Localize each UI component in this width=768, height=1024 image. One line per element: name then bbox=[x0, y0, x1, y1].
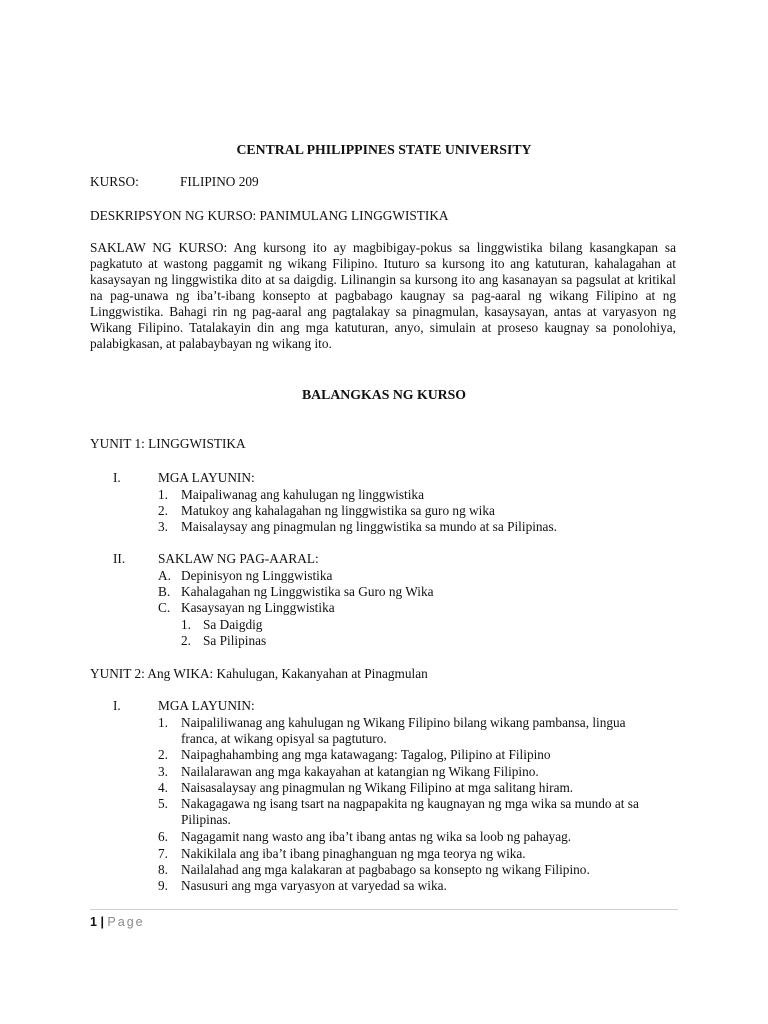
kurso-label: KURSO: bbox=[90, 174, 139, 189]
page-number: 1 bbox=[90, 915, 97, 929]
list-item: 1. Maipaliwanag ang kahulugan ng linggwistika bbox=[158, 487, 424, 502]
unit-1-section-2-number: II. bbox=[113, 551, 126, 566]
list-item: 9. Nasusuri ang mga varyasyon at varyedad sa wika. bbox=[158, 878, 447, 893]
page-footer bbox=[90, 914, 145, 930]
kurso-value: FILIPINO 209 bbox=[180, 174, 259, 189]
unit-1-title: YUNIT 1: LINGGWISTIKA bbox=[90, 436, 246, 451]
course-outline-heading: BALANGKAS NG KURSO bbox=[301, 387, 467, 402]
unit-1-section-1-title: MGA LAYUNIN: bbox=[158, 470, 255, 485]
list-item: B. Kahalagahan ng Linggwistika sa Guro ng Wika bbox=[158, 584, 434, 599]
page-separator: | bbox=[100, 915, 104, 929]
course-scope-paragraph: SAKLAW NG KURSO: Ang kursong ito ay magbibigay-pokus sa linggwistika bilang kasangkapan sa pagkatuto at wastong paggamit ng wikang Filipino. Ituturo sa kursong ito ang katuturan, kahalagahan at kasaysayan ng linggwistika dito at sa daigdig. Lilinangin sa kursong ito ang kasanayan sa pagsulat at kritikal na pag-unawa ng iba’t-ibang konsepto at pagbabago kaugnay sa pag-aaral ng wikang Filipino at ng Linggwistika. Bahagi rin ng pag-aaral ang pagtalakay sa pinagmulan, kasaysayan, antas at varyasyon ng Wikang Filipino. Tatalakayin din ang mga katuturan, anyo, simulain at proseso kaugnay sa ponolohiya, palabigkasan, at palabaybayan ng wikang ito. bbox=[90, 240, 676, 351]
list-item: 2. Naipaghahambing ang mga katawagang: Tagalog, Pilipino at Filipino bbox=[158, 747, 551, 762]
list-item: C. Kasaysayan ng Linggwistika bbox=[158, 600, 335, 615]
footer-divider bbox=[90, 909, 678, 910]
unit-2-section-1-title: MGA LAYUNIN: bbox=[158, 698, 255, 713]
list-item: 6. Nagagamit nang wasto ang iba’t ibang antas ng wika sa loob ng pahayag. bbox=[158, 829, 572, 844]
list-item: A. Depinisyon ng Linggwistika bbox=[158, 568, 333, 583]
list-item: 3. Maisalaysay ang pinagmulan ng linggwistika sa mundo at sa Pilipinas. bbox=[158, 519, 557, 534]
unit-2-title: YUNIT 2: Ang WIKA: Kahulugan, Kakanyahan at Pinagmulan bbox=[90, 666, 428, 681]
list-item: 3. Nailalarawan ang mga kakayahan at katangian ng Wikang Filipino. bbox=[158, 764, 539, 779]
course-description: DESKRIPSYON NG KURSO: PANIMULANG LINGGWISTIKA bbox=[90, 208, 449, 223]
list-item: 4. Naisasalaysay ang pinagmulan ng Wikang Filipino at mga salitang hiram. bbox=[158, 780, 574, 795]
list-item: 2. Matukoy ang kahalagahan ng linggwistika sa guro ng wika bbox=[158, 503, 495, 518]
list-item: 1. Naipaliliwanag ang kahulugan ng Wikang Filipino bilang wikang pambansa, lingua franca, at wikang opisyal sa pagtuturo. bbox=[158, 715, 626, 746]
sub-list-item: 2. Sa Pilipinas bbox=[181, 633, 267, 648]
list-item: 5. Nakagagawa ng isang tsart na nagpapakita ng kaugnayan ng mga wika sa mundo at sa Pilipinas. bbox=[158, 796, 639, 827]
university-title: CENTRAL PHILIPPINES STATE UNIVERSITY bbox=[236, 142, 532, 157]
unit-1-section-2-title: SAKLAW NG PAG-AARAL: bbox=[158, 551, 319, 566]
sub-list-item: 1. Sa Daigdig bbox=[181, 617, 263, 632]
unit-1-section-1-number: I. bbox=[113, 470, 121, 485]
list-item: 8. Nailalahad ang mga kalakaran at pagbabago sa konsepto ng wikang Filipino. bbox=[158, 862, 590, 877]
list-item: 7. Nakikilala ang iba’t ibang pinaghanguan ng mga teorya ng wika. bbox=[158, 846, 526, 861]
page-label: Page bbox=[107, 915, 145, 929]
unit-2-section-1-number: I. bbox=[113, 698, 121, 713]
